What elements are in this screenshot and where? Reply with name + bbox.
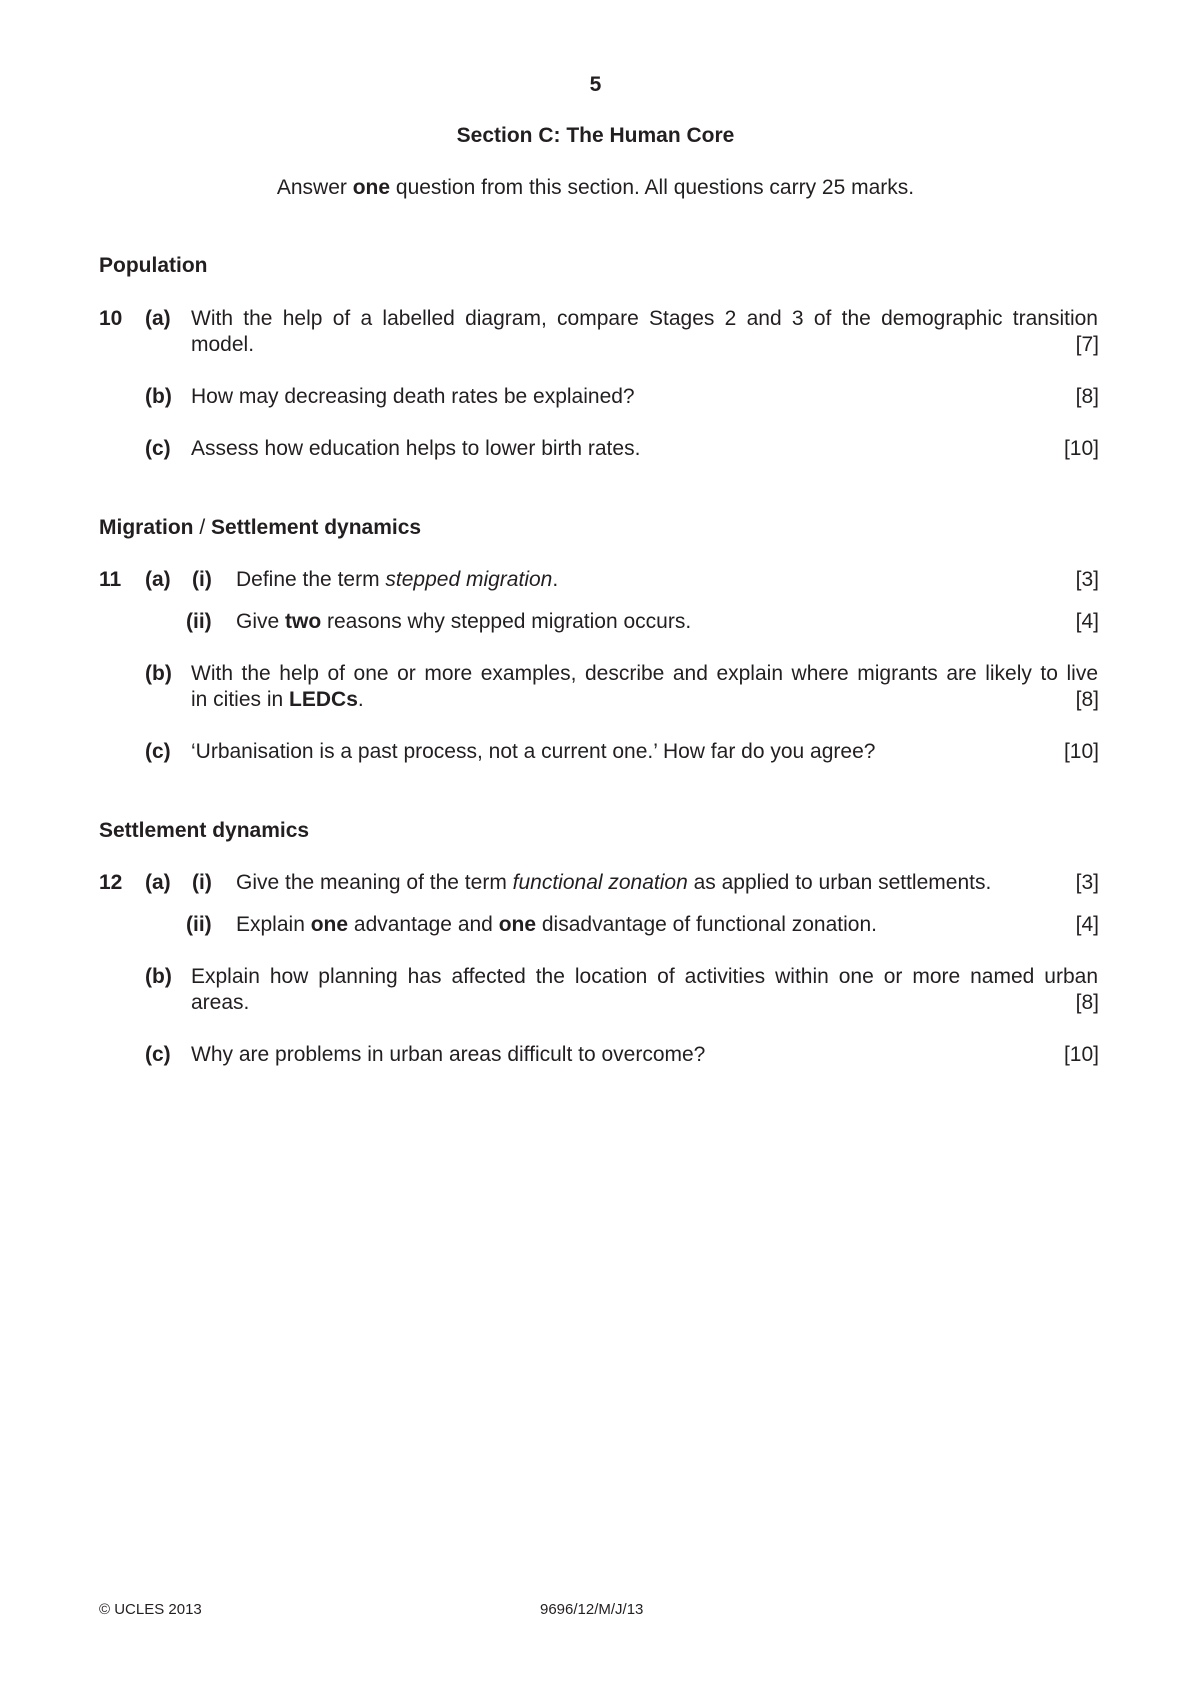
- q10-part-c-marks: [10]: [1063, 437, 1099, 460]
- q12-part-b-line2: areas.: [191, 991, 250, 1014]
- q12-a-i-text: [236, 870, 991, 896]
- question-number-10: 10: [99, 307, 123, 330]
- page-number: 5: [589, 73, 602, 96]
- q12-a-i-label: (i): [192, 871, 212, 894]
- q12-a-i-post: as applied to urban settlements.: [687, 871, 992, 894]
- q10-part-a-marks: [7]: [1075, 333, 1099, 356]
- q11-part-a-label: (a): [145, 568, 171, 591]
- q12-part-b-line1: Explain how planning has affected the location of activities within one or more named urban: [191, 965, 1098, 988]
- q11-b-line2-post: .: [357, 688, 364, 711]
- q11-part-c-text: ‘Urbanisation is a past process, not a current one.’ How far do you agree?: [191, 740, 876, 763]
- heading-settlement-dynamics: Settlement dynamics: [211, 516, 422, 539]
- q11-a-i-pre: Define the term: [236, 568, 386, 591]
- footer-paper-code: 9696/12/M/J/13: [540, 1601, 644, 1618]
- q11-part-b-line1: With the help of one or more examples, describe and explain where migrants are likely to live: [191, 662, 1098, 685]
- heading-population: Population: [99, 254, 208, 277]
- q11-a-ii-marks: [4]: [1075, 610, 1099, 633]
- q12-a-i-term: functional zonation: [512, 871, 688, 894]
- q11-part-b-marks: [8]: [1075, 688, 1099, 711]
- q11-a-ii-post: reasons why stepped migration occurs.: [321, 610, 692, 633]
- q11-a-i-text: [236, 567, 558, 593]
- q12-a-ii-pre: Explain: [236, 913, 311, 936]
- q12-a-ii-label: (ii): [186, 913, 212, 936]
- q10-part-b-text: How may decreasing death rates be explained?: [191, 385, 635, 408]
- q12-part-b-marks: [8]: [1075, 991, 1099, 1014]
- q11-a-i-label: (i): [192, 568, 212, 591]
- q11-a-ii-bold: two: [285, 610, 322, 633]
- q12-part-b-label: (b): [145, 965, 172, 988]
- q11-a-i-marks: [3]: [1075, 568, 1099, 591]
- q11-part-b-line2: [191, 687, 364, 713]
- question-number-11: 11: [99, 568, 122, 591]
- q10-part-a-line1: With the help of a labelled diagram, compare Stages 2 and 3 of the demographic transition: [191, 307, 1098, 330]
- q10-part-c-label: (c): [145, 437, 171, 460]
- q12-a-i-pre: Give the meaning of the term: [236, 871, 513, 894]
- q12-a-ii-bold-1: one: [310, 913, 349, 936]
- question-number-12: 12: [99, 871, 123, 894]
- heading-migration-settlement: [99, 515, 421, 541]
- q12-part-c-marks: [10]: [1063, 1043, 1099, 1066]
- q11-a-ii-text: [236, 609, 691, 635]
- q11-a-ii-pre: Give: [236, 610, 286, 633]
- q12-a-i-marks: [3]: [1075, 871, 1099, 894]
- instruction-pre: Answer: [276, 176, 353, 199]
- q12-a-ii-bold-2: one: [498, 913, 537, 936]
- q10-part-a-label: (a): [145, 307, 171, 330]
- heading-settlement-dynamics-2: Settlement dynamics: [99, 819, 310, 842]
- q11-a-i-term: stepped migration: [385, 568, 553, 591]
- footer-copyright: © UCLES 2013: [99, 1601, 202, 1618]
- heading-migration: Migration: [99, 516, 194, 539]
- q12-part-a-label: (a): [145, 871, 171, 894]
- q12-a-ii-post: disadvantage of functional zonation.: [536, 913, 877, 936]
- instruction: [0, 175, 1191, 201]
- q11-b-line2-pre: in cities in: [191, 688, 290, 711]
- q12-a-ii-text: [236, 912, 877, 938]
- q11-a-ii-label: (ii): [186, 610, 212, 633]
- q12-part-c-label: (c): [145, 1043, 171, 1066]
- q10-part-b-marks: [8]: [1075, 385, 1099, 408]
- q10-part-c-text: Assess how education helps to lower birth rates.: [191, 437, 641, 460]
- q10-part-a-line2: model.: [191, 333, 255, 356]
- section-title: Section C: The Human Core: [456, 124, 735, 147]
- q12-part-c-text: Why are problems in urban areas difficult to overcome?: [191, 1043, 706, 1066]
- instruction-post: question from this section. All questions carry 25 marks.: [390, 176, 915, 199]
- q11-a-i-post: .: [552, 568, 559, 591]
- q11-part-b-label: (b): [145, 662, 172, 685]
- q11-part-c-label: (c): [145, 740, 171, 763]
- instruction-bold: one: [352, 176, 391, 199]
- q12-a-ii-marks: [4]: [1075, 913, 1099, 936]
- q12-a-ii-mid: advantage and: [348, 913, 499, 936]
- q10-part-b-label: (b): [145, 385, 172, 408]
- q11-b-line2-bold: LEDCs: [289, 688, 358, 711]
- q11-part-c-marks: [10]: [1063, 740, 1099, 763]
- heading-separator: /: [193, 516, 212, 539]
